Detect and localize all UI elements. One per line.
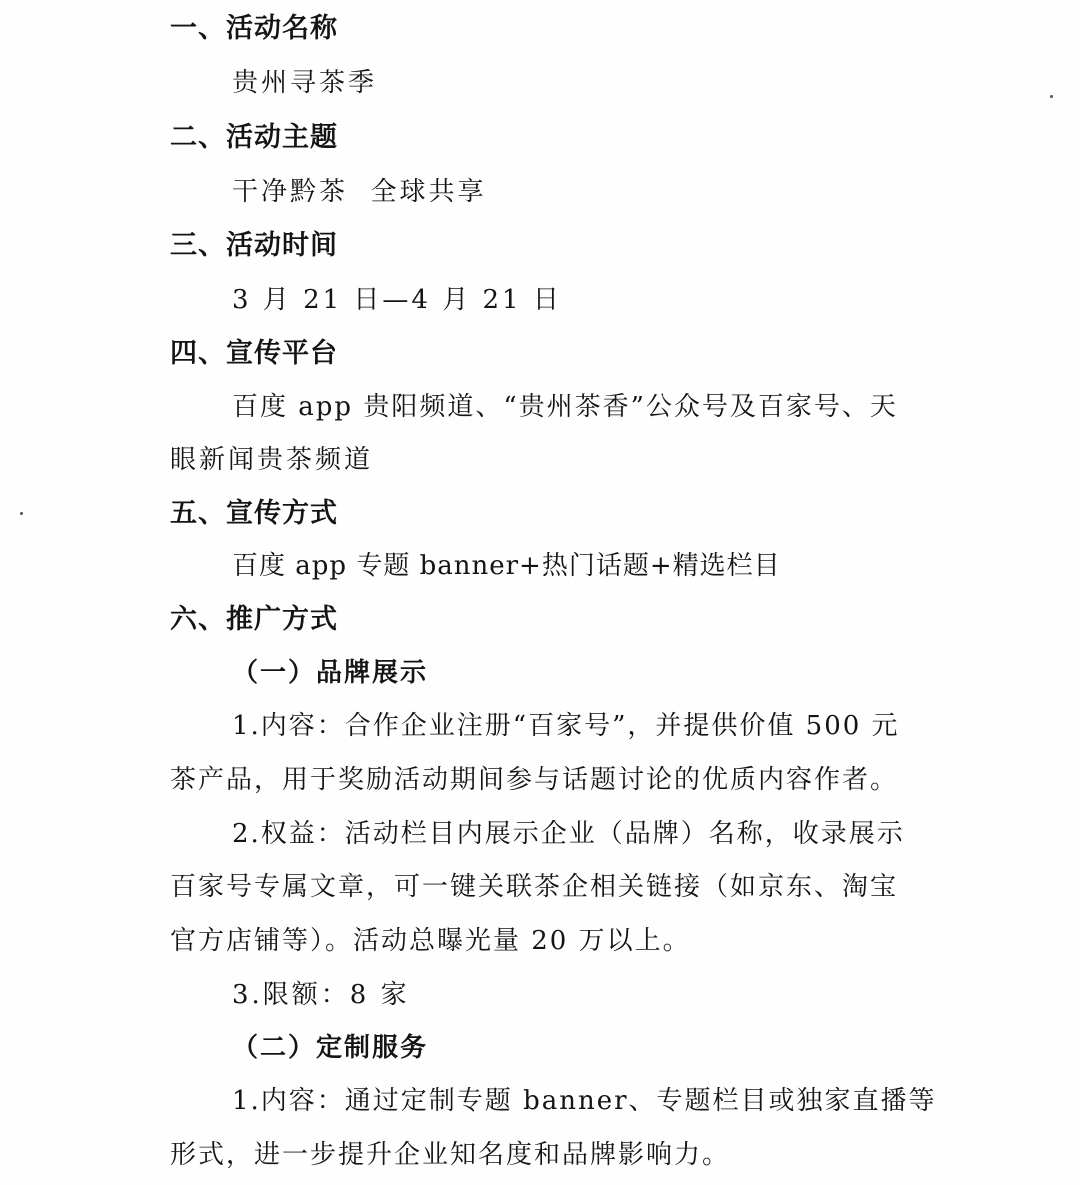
section-1-heading: 一、活动名称 (170, 13, 338, 44)
brand-display-item2-line3: 官方店铺等）。活动总曝光量 20 万以上。 (170, 926, 691, 956)
brand-display-item3: 3.限额：8 家 (232, 980, 410, 1010)
section-2-heading: 二、活动主题 (170, 122, 338, 153)
custom-service-item1-line2: 形式，进一步提升企业知名度和品牌影响力。 (170, 1140, 731, 1170)
scan-speck (1050, 95, 1053, 98)
section-2-body: 干净黔茶 全球共享 (232, 177, 487, 207)
scan-speck (20, 512, 23, 515)
section-4-body-line-1: 百度 app 贵阳频道、“贵州茶香”公众号及百家号、天 (232, 392, 898, 422)
section-1-body: 贵州寻茶季 (232, 68, 378, 98)
brand-display-item1-line1: 1.内容：合作企业注册“百家号”，并提供价值 500 元 (232, 711, 900, 741)
section-5-body: 百度 app 专题 banner+热门话题+精选栏目 (232, 551, 781, 581)
section-3-heading: 三、活动时间 (170, 230, 338, 261)
section-6-heading: 六、推广方式 (170, 604, 338, 635)
custom-service-item1-line1: 1.内容：通过定制专题 banner、专题栏目或独家直播等 (232, 1086, 937, 1116)
brand-display-item1-line2: 茶产品，用于奖励活动期间参与话题讨论的优质内容作者。 (170, 765, 899, 795)
brand-display-item2-line2: 百家号专属文章，可一键关联茶企相关链接（如京东、淘宝 (170, 872, 899, 902)
section-5-heading: 五、宣传方式 (170, 498, 338, 529)
custom-service-title: （二）定制服务 (232, 1033, 429, 1063)
section-4-body-line-2: 眼新闻贵茶频道 (170, 445, 374, 475)
section-3-body: 3 月 21 日—4 月 21 日 (232, 285, 562, 315)
brand-display-title: （一）品牌展示 (232, 658, 429, 688)
section-4-heading: 四、宣传平台 (170, 338, 338, 369)
brand-display-item2-line1: 2.权益：活动栏目内展示企业（品牌）名称，收录展示 (232, 819, 905, 849)
